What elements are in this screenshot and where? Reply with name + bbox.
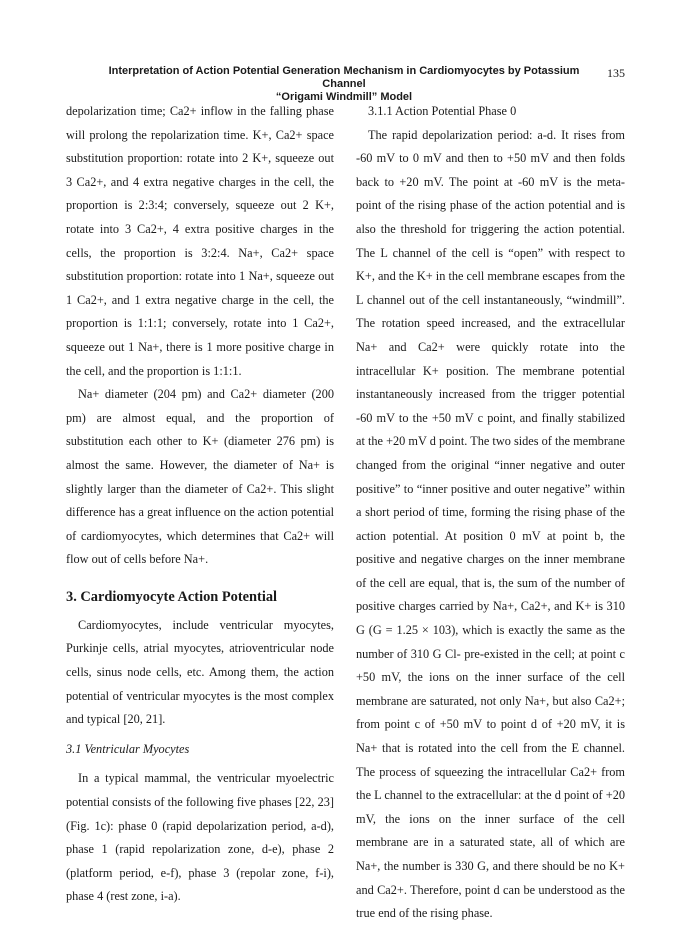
paragraph-five-phases: In a typical mammal, the ventricular myoelectric potential consists of the following five phases [22, 23] (Fig. 1c): phase 0 (rapid depolarization period, a-d), phase 1 (rapid repolarization zone, d-e), phase 2 (platform period, e-f), phase 3 (repolar zone, f-i), phase 4 (rest zone, i-a). [66,771,334,904]
header-title-line-1: Interpretation of Action Potential Generation Mechanism in Cardiomyocytes by Potassium Channel [108,65,580,90]
paragraph-phase-0: The rapid depolarization period: a-d. It rises from -60 mV to 0 mV and then to +50 mV and then folds back to +20 mV. The point at -60 mV is the meta-point of the rising phase of the action potential and is also the threshold for triggering the action potential. The L channel of the cell is “open” with respect to K+, and the K+ in the cell membrane escapes from the L channel out of the cell instantaneously, “windmill”. The rotation speed increased, and the extracellular Na+ and Ca2+ were quickly rotate into the intracellular K+ position. The membrane potential instantaneously increased from the trigger potential -60 mV to the +50 mV c point, and finally stabilized at the +20 mV d point. The two sides of the membrane changed from the original “inner negative and outer positive” to “inner positive and outer negative” within a short period of time, forming the rising phase of the action potential. At position 0 mV at point b, the positive and negative charges on the inner membrane of the cell are equal, that is, the sum of the number of positive charges carried by Na+, Ca2+, and K+ is 310 G (G = 1.25 × 103), which is exactly the same as the number of 310 G Cl- pre-existed in the cell; at point c +50 mV, the ions on the inner surface of the cell membrane are saturated, not only Na+, but also Ca2+; from point c of +50 mV to point d of +20 mV, it is Na+ that is rotated into the cell from the E channel. The process of squeezing the intracellular Ca2+ from the L channel to the extracellular: at the d point of +20 mV, the ions on the inner surface of the cell membrane are in a saturated state, all of which are Na+, the number is 330 G, and there should be no K+ and Ca2+. Therefore, point d can be understood as the true end of the rising phase. [356,127,625,921]
section-heading: 3. Cardiomyocyte Action Potential [66,588,278,605]
page-number: 135 [607,66,625,80]
running-header [92,65,596,104]
paragraph-ion-diameter: Na+ diameter (204 pm) and Ca2+ diameter (200 pm) are almost equal, and the proportion of substitution each other to K+ (diameter 276 pm) is almost the same. However, the diameter of Na+ is slightly larger than the diameter of Ca2+. This slight difference has a great influence on the action potential of cardiomyocytes, which determines that Ca2+ will flow out of cells before Na+. [66,387,334,567]
left-column [66,100,334,909]
subsection-heading: 3.1 Ventricular Myocytes [66,741,190,756]
header-title-line-2: “Origami Windmill” Model [275,91,413,103]
paragraph-substitution-proportion: depolarization time; Ca2+ inflow in the falling phase will prolong the repolarization time. K+, Ca2+ space substitution proportion: rotate into 2 K+, squeeze out 3 Ca2+, and 4 extra negative charges in the cell, the proportion is 2:3:4; conversely, squeeze out 2 K+, rotate into 3 Ca2+, 4 extra positive charges in the cells, the proportion is 3:2:4. Na+, Ca2+ space substitution proportion: rotate into 1 Na+, squeeze out 1 Ca2+, and 1 extra negative charge in the cell, the proportion is 1:1:1; conversely, rotate into 1 Ca2+, squeeze out 1 Na+, there is 1 more positive charge in the cell, and the proportion is 1:1:1. [66,104,334,378]
subsubsection-heading: 3.1.1 Action Potential Phase 0 [368,104,517,118]
right-column [356,100,625,926]
paragraph-cardiomyocytes: Cardiomyocytes, include ventricular myocytes, Purkinje cells, atrial myocytes, atrioventricular node cells, sinus node cells, etc. Among them, the action potential of ventricular myocytes is the most complex and typical [20, 21]. [66,617,334,727]
